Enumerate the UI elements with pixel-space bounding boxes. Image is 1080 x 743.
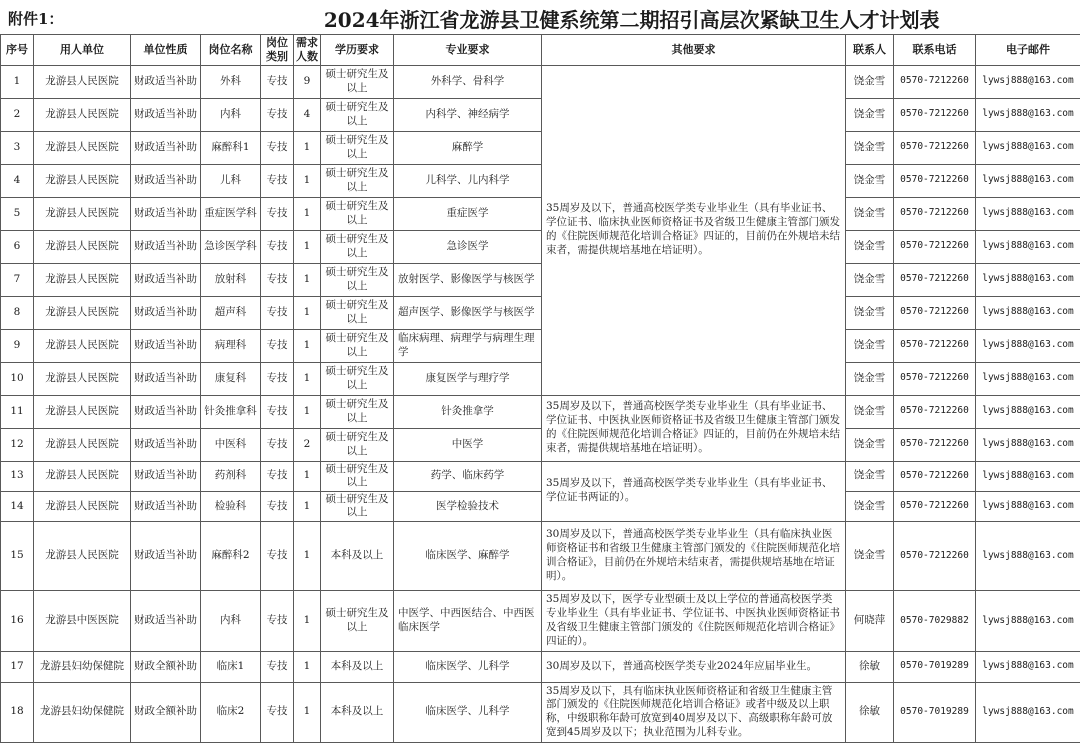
cell-employer: 龙游县人民医院: [34, 65, 131, 98]
cell-major-requirement: 药学、临床药学: [394, 461, 542, 491]
cell-position-name: 病理科: [201, 329, 261, 362]
cell-position-category: 专技: [261, 230, 294, 263]
cell-headcount: 1: [294, 395, 321, 428]
cell-employer: 龙游县人民医院: [34, 362, 131, 395]
cell-headcount: 4: [294, 98, 321, 131]
cell-email: lywsj888@163.com: [976, 362, 1080, 395]
header-row: [1, 35, 1080, 66]
attachment-label: 附件1：: [0, 8, 63, 29]
cell-position-category: 专技: [261, 428, 294, 461]
cell-headcount: 1: [294, 682, 321, 742]
cell-contact-person: 饶金雪: [846, 230, 894, 263]
cell-employer: 龙游县人民医院: [34, 131, 131, 164]
cell-major-requirement: 中医学、中西医结合、中西医临床医学: [394, 591, 542, 651]
cell-headcount: 1: [294, 164, 321, 197]
cell-serial: 15: [1, 522, 34, 591]
cell-email: lywsj888@163.com: [976, 65, 1080, 98]
cell-position-name: 麻醉科2: [201, 522, 261, 591]
cell-position-category: 专技: [261, 682, 294, 742]
cell-major-requirement: 外科学、骨科学: [394, 65, 542, 98]
cell-headcount: 1: [294, 591, 321, 651]
cell-serial: 14: [1, 491, 34, 521]
cell-unit-nature: 财政适当补助: [131, 197, 201, 230]
table-row: [1, 428, 1080, 461]
cell-major-requirement: 放射医学、影像医学与核医学: [394, 263, 542, 296]
cell-position-category: 专技: [261, 296, 294, 329]
cell-education-requirement: 硕士研究生及以上: [321, 197, 394, 230]
cell-contact-person: 饶金雪: [846, 428, 894, 461]
cell-other-requirements: 35周岁及以下，具有临床执业医师资格证和省级卫生健康主管部门颁发的《住院医师规范化培训合格证》或者中级及以上职称，中级职称年龄可放宽到40周岁及以下、高级职称年龄可放宽到45周岁及以下；执业范围为儿科专业。: [542, 682, 846, 742]
cell-contact-person: 饶金雪: [846, 461, 894, 491]
cell-position-category: 专技: [261, 197, 294, 230]
cell-contact-person: 徐敏: [846, 651, 894, 682]
cell-position-name: 临床1: [201, 651, 261, 682]
cell-headcount: 1: [294, 263, 321, 296]
cell-education-requirement: 硕士研究生及以上: [321, 362, 394, 395]
cell-contact-person: 饶金雪: [846, 491, 894, 521]
cell-email: lywsj888@163.com: [976, 296, 1080, 329]
cell-email: lywsj888@163.com: [976, 591, 1080, 651]
cell-employer: 龙游县人民医院: [34, 522, 131, 591]
cell-other-requirements: 35周岁及以下，普通高校医学类专业毕业生（具有毕业证书、学位证书、中医执业医师资格证书及省级卫生健康主管部门颁发的《住院医师规范化培训合格证》四证的，目前仍在外规培未结束者，需提供规培基地在培证明）。: [542, 395, 846, 461]
column-header: 用人单位: [34, 35, 131, 66]
cell-major-requirement: 临床病理、病理学与病理生理学: [394, 329, 542, 362]
cell-unit-nature: 财政适当补助: [131, 522, 201, 591]
cell-employer: 龙游县人民医院: [34, 296, 131, 329]
cell-position-name: 针灸推拿科: [201, 395, 261, 428]
cell-headcount: 1: [294, 329, 321, 362]
column-header: 单位性质: [131, 35, 201, 66]
cell-education-requirement: 硕士研究生及以上: [321, 98, 394, 131]
cell-unit-nature: 财政适当补助: [131, 329, 201, 362]
cell-headcount: 1: [294, 491, 321, 521]
cell-major-requirement: 针灸推拿学: [394, 395, 542, 428]
cell-education-requirement: 本科及以上: [321, 682, 394, 742]
cell-contact-phone: 0570-7212260: [894, 329, 976, 362]
cell-position-name: 麻醉科1: [201, 131, 261, 164]
cell-contact-person: 何晓萍: [846, 591, 894, 651]
cell-contact-person: 饶金雪: [846, 131, 894, 164]
cell-headcount: 1: [294, 131, 321, 164]
cell-contact-person: 饶金雪: [846, 329, 894, 362]
cell-major-requirement: 中医学: [394, 428, 542, 461]
table-row: [1, 395, 1080, 428]
cell-unit-nature: 财政适当补助: [131, 296, 201, 329]
cell-position-name: 临床2: [201, 682, 261, 742]
cell-serial: 3: [1, 131, 34, 164]
cell-headcount: 1: [294, 461, 321, 491]
cell-contact-phone: 0570-7019289: [894, 682, 976, 742]
table-row: [1, 164, 1080, 197]
cell-position-name: 检验科: [201, 491, 261, 521]
cell-employer: 龙游县妇幼保健院: [34, 651, 131, 682]
table-row: [1, 591, 1080, 651]
cell-major-requirement: 重症医学: [394, 197, 542, 230]
table-row: [1, 362, 1080, 395]
cell-contact-phone: 0570-7212260: [894, 197, 976, 230]
cell-email: lywsj888@163.com: [976, 164, 1080, 197]
cell-major-requirement: 儿科学、儿内科学: [394, 164, 542, 197]
cell-contact-person: 饶金雪: [846, 98, 894, 131]
cell-employer: 龙游县中医医院: [34, 591, 131, 651]
cell-serial: 8: [1, 296, 34, 329]
cell-contact-phone: 0570-7212260: [894, 98, 976, 131]
cell-employer: 龙游县人民医院: [34, 98, 131, 131]
cell-email: lywsj888@163.com: [976, 98, 1080, 131]
cell-serial: 6: [1, 230, 34, 263]
cell-education-requirement: 硕士研究生及以上: [321, 491, 394, 521]
cell-major-requirement: 超声医学、影像医学与核医学: [394, 296, 542, 329]
cell-contact-person: 饶金雪: [846, 164, 894, 197]
cell-contact-phone: 0570-7212260: [894, 296, 976, 329]
cell-employer: 龙游县人民医院: [34, 491, 131, 521]
cell-position-name: 药剂科: [201, 461, 261, 491]
cell-employer: 龙游县人民医院: [34, 197, 131, 230]
column-header: 序号: [1, 35, 34, 66]
cell-employer: 龙游县妇幼保健院: [34, 682, 131, 742]
column-header: 岗位类别: [261, 35, 294, 66]
cell-headcount: 9: [294, 65, 321, 98]
recruitment-plan-table: [0, 34, 1080, 743]
cell-email: lywsj888@163.com: [976, 682, 1080, 742]
cell-education-requirement: 硕士研究生及以上: [321, 263, 394, 296]
cell-position-category: 专技: [261, 65, 294, 98]
cell-contact-phone: 0570-7212260: [894, 131, 976, 164]
cell-serial: 2: [1, 98, 34, 131]
cell-position-category: 专技: [261, 491, 294, 521]
cell-contact-phone: 0570-7212260: [894, 362, 976, 395]
cell-serial: 13: [1, 461, 34, 491]
cell-unit-nature: 财政适当补助: [131, 263, 201, 296]
cell-unit-nature: 财政全额补助: [131, 651, 201, 682]
cell-position-category: 专技: [261, 395, 294, 428]
table-row: [1, 461, 1080, 491]
cell-contact-phone: 0570-7212260: [894, 522, 976, 591]
cell-contact-phone: 0570-7212260: [894, 395, 976, 428]
cell-position-name: 内科: [201, 98, 261, 131]
cell-education-requirement: 硕士研究生及以上: [321, 131, 394, 164]
cell-position-category: 专技: [261, 329, 294, 362]
cell-position-name: 放射科: [201, 263, 261, 296]
table-row: [1, 131, 1080, 164]
cell-serial: 5: [1, 197, 34, 230]
cell-employer: 龙游县人民医院: [34, 164, 131, 197]
column-header: 岗位名称: [201, 35, 261, 66]
cell-unit-nature: 财政适当补助: [131, 65, 201, 98]
cell-headcount: 1: [294, 522, 321, 591]
cell-position-category: 专技: [261, 164, 294, 197]
cell-education-requirement: 硕士研究生及以上: [321, 329, 394, 362]
cell-position-name: 中医科: [201, 428, 261, 461]
cell-other-requirements: 35周岁及以下，普通高校医学类专业毕业生（具有毕业证书、学位证书、临床执业医师资格证书及省级卫生健康主管部门颁发的《住院医师规范化培训合格证》四证的，目前仍在外规培未结束者，需提供规培基地在培证明）。: [542, 65, 846, 395]
cell-education-requirement: 硕士研究生及以上: [321, 591, 394, 651]
cell-serial: 18: [1, 682, 34, 742]
cell-email: lywsj888@163.com: [976, 329, 1080, 362]
cell-email: lywsj888@163.com: [976, 263, 1080, 296]
cell-contact-phone: 0570-7212260: [894, 461, 976, 491]
cell-email: lywsj888@163.com: [976, 461, 1080, 491]
cell-major-requirement: 康复医学与理疗学: [394, 362, 542, 395]
table-row: [1, 65, 1080, 98]
cell-position-name: 超声科: [201, 296, 261, 329]
cell-headcount: 1: [294, 197, 321, 230]
cell-email: lywsj888@163.com: [976, 651, 1080, 682]
title-row: [0, 0, 1080, 34]
cell-serial: 4: [1, 164, 34, 197]
cell-employer: 龙游县人民医院: [34, 461, 131, 491]
table-row: [1, 230, 1080, 263]
cell-headcount: 1: [294, 296, 321, 329]
cell-position-category: 专技: [261, 461, 294, 491]
column-header: 专业要求: [394, 35, 542, 66]
cell-education-requirement: 硕士研究生及以上: [321, 461, 394, 491]
table-row: [1, 98, 1080, 131]
cell-position-category: 专技: [261, 522, 294, 591]
cell-position-category: 专技: [261, 651, 294, 682]
table-row: [1, 522, 1080, 591]
cell-employer: 龙游县人民医院: [34, 395, 131, 428]
cell-serial: 1: [1, 65, 34, 98]
cell-serial: 16: [1, 591, 34, 651]
cell-position-category: 专技: [261, 263, 294, 296]
cell-unit-nature: 财政适当补助: [131, 591, 201, 651]
column-header: 联系人: [846, 35, 894, 66]
cell-position-category: 专技: [261, 591, 294, 651]
column-header: 学历要求: [321, 35, 394, 66]
cell-contact-person: 饶金雪: [846, 197, 894, 230]
cell-position-category: 专技: [261, 98, 294, 131]
cell-serial: 11: [1, 395, 34, 428]
cell-unit-nature: 财政适当补助: [131, 395, 201, 428]
cell-unit-nature: 财政适当补助: [131, 98, 201, 131]
cell-education-requirement: 本科及以上: [321, 651, 394, 682]
cell-contact-phone: 0570-7212260: [894, 230, 976, 263]
cell-position-name: 外科: [201, 65, 261, 98]
cell-unit-nature: 财政适当补助: [131, 164, 201, 197]
cell-email: lywsj888@163.com: [976, 522, 1080, 591]
cell-education-requirement: 硕士研究生及以上: [321, 296, 394, 329]
cell-position-name: 内科: [201, 591, 261, 651]
cell-headcount: 1: [294, 362, 321, 395]
cell-employer: 龙游县人民医院: [34, 329, 131, 362]
cell-position-category: 专技: [261, 131, 294, 164]
table-row: [1, 296, 1080, 329]
cell-serial: 10: [1, 362, 34, 395]
cell-other-requirements: 35周岁及以下，医学专业型硕士及以上学位的普通高校医学类专业毕业生（具有毕业证书、学位证书、中医执业医师资格证书及省级卫生健康主管部门颁发的《住院医师规范化培训合格证》四证的）。: [542, 591, 846, 651]
cell-contact-person: 饶金雪: [846, 362, 894, 395]
cell-education-requirement: 硕士研究生及以上: [321, 164, 394, 197]
cell-contact-phone: 0570-7029882: [894, 591, 976, 651]
cell-email: lywsj888@163.com: [976, 230, 1080, 263]
cell-contact-person: 饶金雪: [846, 296, 894, 329]
cell-unit-nature: 财政适当补助: [131, 428, 201, 461]
cell-unit-nature: 财政适当补助: [131, 491, 201, 521]
table-body: [1, 65, 1080, 742]
cell-contact-person: 徐敏: [846, 682, 894, 742]
cell-education-requirement: 硕士研究生及以上: [321, 395, 394, 428]
cell-major-requirement: 内科学、神经病学: [394, 98, 542, 131]
cell-major-requirement: 麻醉学: [394, 131, 542, 164]
cell-position-name: 康复科: [201, 362, 261, 395]
cell-major-requirement: 急诊医学: [394, 230, 542, 263]
cell-education-requirement: 硕士研究生及以上: [321, 230, 394, 263]
column-header: 需求人数: [294, 35, 321, 66]
cell-serial: 12: [1, 428, 34, 461]
cell-contact-person: 饶金雪: [846, 65, 894, 98]
cell-contact-phone: 0570-7212260: [894, 65, 976, 98]
cell-contact-phone: 0570-7212260: [894, 263, 976, 296]
cell-major-requirement: 临床医学、儿科学: [394, 682, 542, 742]
table-row: [1, 263, 1080, 296]
cell-position-name: 重症医学科: [201, 197, 261, 230]
cell-position-name: 急诊医学科: [201, 230, 261, 263]
cell-contact-phone: 0570-7019289: [894, 651, 976, 682]
cell-education-requirement: 本科及以上: [321, 522, 394, 591]
cell-contact-phone: 0570-7212260: [894, 428, 976, 461]
cell-email: lywsj888@163.com: [976, 131, 1080, 164]
cell-unit-nature: 财政全额补助: [131, 682, 201, 742]
cell-education-requirement: 硕士研究生及以上: [321, 65, 394, 98]
cell-serial: 7: [1, 263, 34, 296]
cell-email: lywsj888@163.com: [976, 428, 1080, 461]
cell-contact-phone: 0570-7212260: [894, 164, 976, 197]
cell-other-requirements: 35周岁及以下，普通高校医学类专业毕业生（具有毕业证书、学位证书两证的）。: [542, 461, 846, 522]
cell-major-requirement: 临床医学、儿科学: [394, 651, 542, 682]
table-row: [1, 329, 1080, 362]
cell-position-category: 专技: [261, 362, 294, 395]
cell-major-requirement: 医学检验技术: [394, 491, 542, 521]
cell-unit-nature: 财政适当补助: [131, 461, 201, 491]
cell-employer: 龙游县人民医院: [34, 230, 131, 263]
cell-employer: 龙游县人民医院: [34, 263, 131, 296]
table-row: [1, 491, 1080, 521]
cell-email: lywsj888@163.com: [976, 491, 1080, 521]
table-row: [1, 197, 1080, 230]
cell-contact-person: 饶金雪: [846, 395, 894, 428]
cell-unit-nature: 财政适当补助: [131, 230, 201, 263]
cell-position-name: 儿科: [201, 164, 261, 197]
cell-contact-person: 饶金雪: [846, 263, 894, 296]
cell-serial: 17: [1, 651, 34, 682]
cell-unit-nature: 财政适当补助: [131, 362, 201, 395]
cell-contact-person: 饶金雪: [846, 522, 894, 591]
cell-headcount: 1: [294, 651, 321, 682]
cell-other-requirements: 30周岁及以下，普通高校医学类专业2024年应届毕业生。: [542, 651, 846, 682]
cell-email: lywsj888@163.com: [976, 395, 1080, 428]
cell-serial: 9: [1, 329, 34, 362]
cell-email: lywsj888@163.com: [976, 197, 1080, 230]
cell-headcount: 1: [294, 230, 321, 263]
cell-education-requirement: 硕士研究生及以上: [321, 428, 394, 461]
table-row: [1, 682, 1080, 742]
page-title: 2024年浙江省龙游县卫健系统第二期招引高层次紧缺卫生人才计划表: [63, 4, 1080, 33]
cell-other-requirements: 30周岁及以下，普通高校医学类专业毕业生（具有临床执业医师资格证书和省级卫生健康主管部门颁发的《住院医师规范化培训合格证》，目前仍在外规培未结束者，需提供规培基地在培证明）。: [542, 522, 846, 591]
cell-employer: 龙游县人民医院: [34, 428, 131, 461]
column-header: 电子邮件: [976, 35, 1080, 66]
cell-headcount: 2: [294, 428, 321, 461]
column-header: 其他要求: [542, 35, 846, 66]
cell-major-requirement: 临床医学、麻醉学: [394, 522, 542, 591]
cell-unit-nature: 财政适当补助: [131, 131, 201, 164]
column-header: 联系电话: [894, 35, 976, 66]
cell-contact-phone: 0570-7212260: [894, 491, 976, 521]
table-row: [1, 651, 1080, 682]
